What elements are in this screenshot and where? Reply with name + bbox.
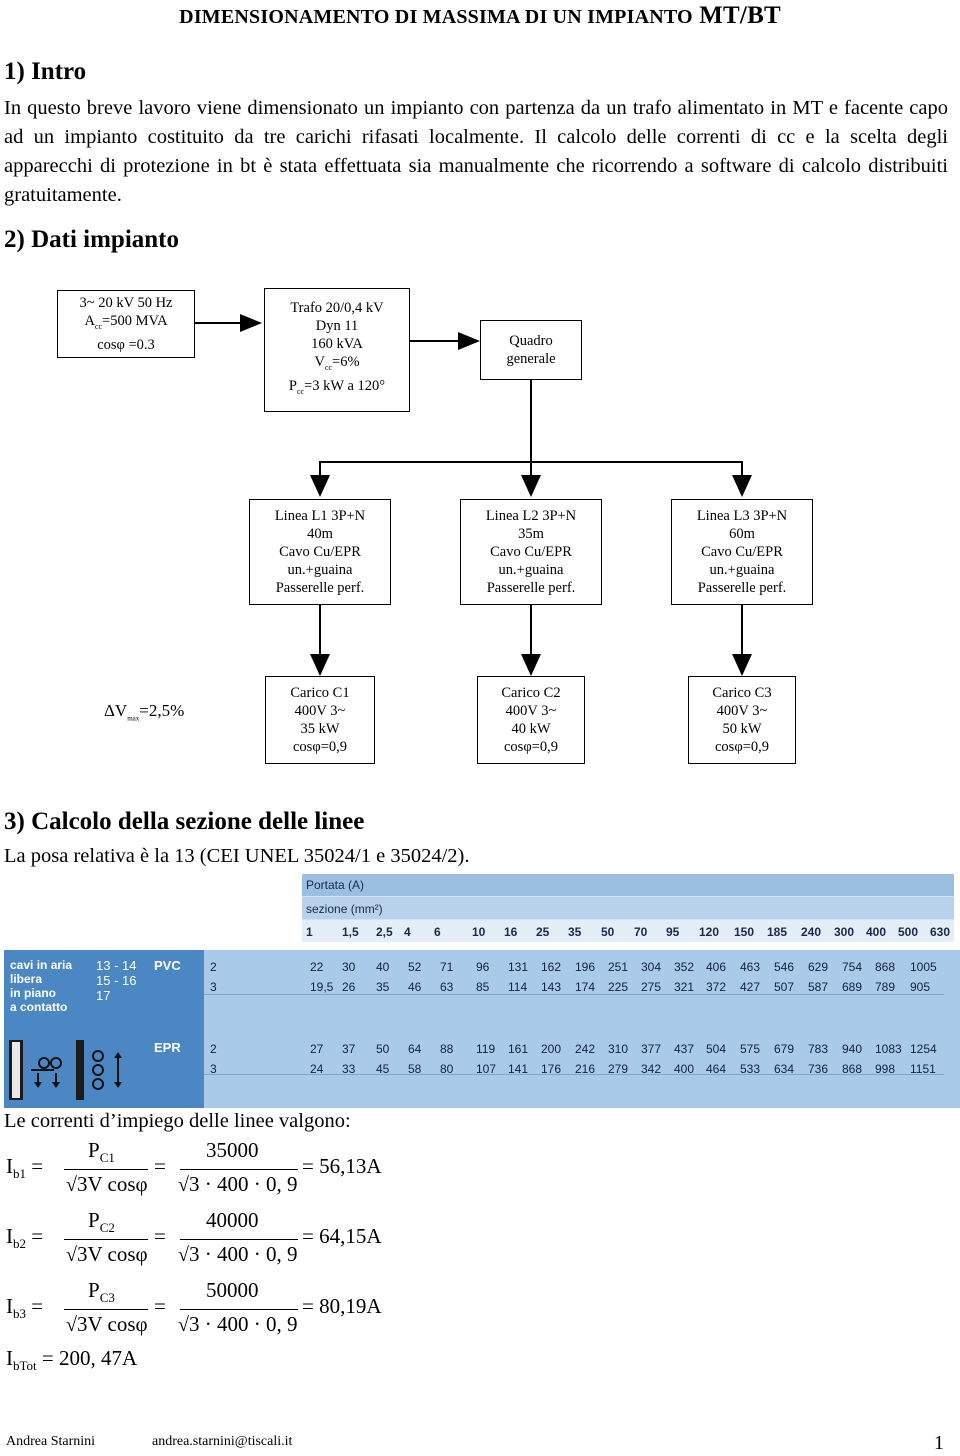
total-value: = 200, 47A bbox=[41, 1346, 138, 1370]
load-c1-power: 35 kW bbox=[300, 721, 340, 737]
load-c1-name: Carico C1 bbox=[290, 685, 350, 701]
den2-text: 3 · 400 · 0, 9 bbox=[188, 1312, 298, 1336]
p-symbol: P bbox=[88, 1138, 100, 1162]
arrow-down-icon bbox=[732, 654, 752, 676]
conductor-count: 2 bbox=[210, 960, 217, 974]
i-sub: b1 bbox=[13, 1166, 26, 1182]
table-cell: 504 bbox=[706, 1042, 727, 1056]
load-c3-voltage: 400V 3~ bbox=[716, 703, 768, 719]
total-i: I bbox=[6, 1346, 13, 1370]
connector bbox=[741, 605, 743, 655]
epr-label: EPR bbox=[154, 1040, 181, 1055]
table-cell: 131 bbox=[508, 960, 529, 974]
trafo-v: V bbox=[314, 354, 325, 371]
section-heading-intro: 1) Intro bbox=[4, 58, 87, 85]
trafo-line-2: Dyn 11 bbox=[315, 318, 359, 335]
connector bbox=[410, 340, 460, 342]
source-box bbox=[57, 290, 195, 358]
equals: = bbox=[154, 1154, 166, 1178]
table-cell: 107 bbox=[476, 1062, 497, 1076]
section-value: 10 bbox=[472, 925, 486, 939]
line-l2-text: Linea L2 3P+N bbox=[485, 508, 577, 524]
posa-desc bbox=[10, 958, 98, 1014]
section-value: 630 bbox=[930, 925, 951, 939]
footer-email: andrea.starnini@tiscali.it bbox=[152, 1434, 293, 1449]
source-a: A bbox=[84, 313, 95, 330]
load-c3-name: Carico C3 bbox=[712, 685, 772, 701]
table-cell: 46 bbox=[408, 980, 422, 994]
fraction-bar bbox=[64, 1309, 148, 1310]
table-cell: 19,5 bbox=[310, 980, 334, 994]
table-cell: 629 bbox=[808, 960, 829, 974]
table-cell: 352 bbox=[674, 960, 695, 974]
quadro-line-2: generale bbox=[506, 351, 556, 367]
load-box-c2 bbox=[477, 676, 585, 764]
denominator-2 bbox=[178, 1312, 297, 1337]
posa-desc-2: libera bbox=[10, 972, 43, 986]
p-sub: C2 bbox=[99, 1220, 115, 1236]
pvc-label: PVC bbox=[154, 958, 181, 973]
line-box-l2 bbox=[460, 499, 602, 605]
table-cell: 342 bbox=[641, 1062, 662, 1076]
section-heading-dati: 2) Dati impianto bbox=[4, 226, 179, 253]
load-c3-cos: cosφ=0,9 bbox=[715, 739, 769, 755]
table-cell: 162 bbox=[541, 960, 562, 974]
trafo-line-3: 160 kVA bbox=[311, 336, 363, 353]
arrow-down-icon bbox=[521, 475, 541, 497]
quadro-line-1: Quadro bbox=[509, 333, 553, 349]
trafo-line-5 bbox=[265, 377, 409, 401]
section-value: 95 bbox=[666, 925, 680, 939]
arrow-right-icon bbox=[240, 314, 262, 332]
line-l1-cable: Cavo Cu/EPR bbox=[279, 544, 361, 560]
table-cell: 634 bbox=[774, 1062, 795, 1076]
line-l2-sheath: un.+guaina bbox=[498, 562, 564, 578]
posa-codes bbox=[96, 958, 136, 1003]
trafo-p-sub: cc bbox=[297, 386, 305, 396]
table-cell: 427 bbox=[740, 980, 761, 994]
sqrt-icon: √ bbox=[66, 1244, 77, 1266]
sqrt-icon: √ bbox=[66, 1314, 77, 1336]
table-cell: 279 bbox=[608, 1062, 629, 1076]
table-cell: 546 bbox=[774, 960, 795, 974]
arrow-down-icon bbox=[310, 654, 330, 676]
load-c2-name: Carico C2 bbox=[501, 685, 561, 701]
line-l2-cable: Cavo Cu/EPR bbox=[490, 544, 572, 560]
posa-code-2: 15 - 16 bbox=[96, 973, 137, 988]
table-cell: 50 bbox=[376, 1042, 390, 1056]
numerator-value: 40000 bbox=[206, 1208, 259, 1232]
numerator-p bbox=[88, 1208, 115, 1236]
table-cell: 377 bbox=[641, 1042, 662, 1056]
p-symbol: P bbox=[88, 1208, 100, 1232]
arrow-down-icon bbox=[732, 475, 752, 497]
intro-paragraph: In questo breve lavoro viene dimensionato un impianto con partenza da un trafo alimentato in MT e facente capo ad un impianto costituito da tre carichi rifasati localmente. Il calcolo delle correnti di cc e la scelta degli apparecchi di protezione in bt è stata effettuata sia manualmente che ricorrendo a software di calcolo distribuiti gratuitamente. bbox=[4, 97, 948, 206]
title-text: DIMENSIONAMENTO DI MASSIMA DI UN IMPIANTO bbox=[179, 6, 693, 28]
line-l2-length: 35m bbox=[518, 526, 544, 542]
table-cell: 58 bbox=[408, 1062, 422, 1076]
sqrt-icon: √ bbox=[178, 1174, 189, 1196]
table-cell: 64 bbox=[408, 1042, 422, 1056]
equals: = bbox=[154, 1294, 166, 1318]
section-value: 6 bbox=[434, 925, 441, 939]
delta-v-max-label bbox=[104, 701, 184, 722]
posa-code-1: 13 - 14 bbox=[96, 958, 137, 973]
table-cell: 463 bbox=[740, 960, 761, 974]
fraction-bar bbox=[180, 1169, 298, 1170]
section-heading-calcolo: 3) Calcolo della sezione delle linee bbox=[4, 808, 365, 835]
load-c2-cos: cosφ=0,9 bbox=[504, 739, 558, 755]
table-cell: 905 bbox=[910, 980, 931, 994]
connector bbox=[319, 605, 321, 655]
connector bbox=[530, 380, 532, 462]
table-cell: 114 bbox=[508, 980, 528, 994]
equals: = bbox=[154, 1224, 166, 1248]
dv-symbol: ΔV bbox=[104, 701, 128, 720]
line-l1-text: Linea L1 3P+N bbox=[274, 508, 366, 524]
formula-lhs: $I_{b3}$ = bbox=[6, 1294, 44, 1322]
numerator-p bbox=[88, 1278, 115, 1306]
line-box-l1 bbox=[249, 499, 391, 605]
section-value: 50 bbox=[601, 925, 615, 939]
numerator-value: 35000 bbox=[206, 1138, 259, 1162]
table-cell: 225 bbox=[608, 980, 629, 994]
line-l3-laying: Passerelle perf. bbox=[697, 580, 787, 596]
table-cell: 26 bbox=[342, 980, 356, 994]
connector bbox=[530, 605, 532, 655]
table-cell: 143 bbox=[541, 980, 562, 994]
table-cell: 437 bbox=[674, 1042, 695, 1056]
section-value: 25 bbox=[536, 925, 550, 939]
i-sub: b3 bbox=[13, 1306, 26, 1322]
table-cell: 251 bbox=[608, 960, 629, 974]
line-l3-text: Linea L3 3P+N bbox=[696, 508, 788, 524]
i-sub: b2 bbox=[13, 1236, 26, 1252]
table-cell: 119 bbox=[476, 1042, 496, 1056]
section-value: 120 bbox=[699, 925, 720, 939]
load-c1-cos: cosφ=0,9 bbox=[293, 739, 347, 755]
table-cell: 575 bbox=[740, 1042, 761, 1056]
table-cell: 1254 bbox=[910, 1042, 937, 1056]
table-cell: 71 bbox=[440, 960, 454, 974]
table-cell: 196 bbox=[575, 960, 596, 974]
table-cell: 406 bbox=[706, 960, 727, 974]
conductor-count: 2 bbox=[210, 1042, 217, 1056]
denominator-1 bbox=[66, 1242, 148, 1267]
den1-text: 3V cosφ bbox=[76, 1312, 148, 1336]
footer-author: Andrea Starnini bbox=[6, 1434, 96, 1449]
table-cell: 868 bbox=[875, 960, 896, 974]
section-value: 4 bbox=[404, 925, 411, 939]
fraction-bar bbox=[180, 1309, 298, 1310]
i-symbol: I bbox=[6, 1154, 13, 1178]
table-cell: 96 bbox=[476, 960, 490, 974]
sqrt-icon: √ bbox=[178, 1314, 189, 1336]
p-sub: C3 bbox=[99, 1290, 115, 1306]
p-sub: C1 bbox=[99, 1150, 115, 1166]
table-cell: 507 bbox=[774, 980, 795, 994]
table-cell: 24 bbox=[310, 1062, 324, 1076]
total-current bbox=[6, 1346, 137, 1374]
table-cell: 1005 bbox=[910, 960, 937, 974]
table-cell: 679 bbox=[774, 1042, 795, 1056]
table-cell: 998 bbox=[875, 1062, 896, 1076]
section-value: 500 bbox=[898, 925, 919, 939]
trafo-line-1: Trafo 20/0,4 kV bbox=[290, 300, 384, 317]
table-cell: 789 bbox=[875, 980, 896, 994]
den1-text: 3V cosφ bbox=[76, 1172, 148, 1196]
formula-lhs: $I_{b2}$ = bbox=[6, 1224, 44, 1252]
table-cell: 242 bbox=[575, 1042, 596, 1056]
trafo-box bbox=[264, 288, 410, 412]
page-title bbox=[0, 2, 960, 30]
table-cell: 275 bbox=[641, 980, 662, 994]
table-cell: 85 bbox=[476, 980, 490, 994]
load-c1-voltage: 400V 3~ bbox=[294, 703, 346, 719]
table-cell: 35 bbox=[376, 980, 390, 994]
table-cell: 587 bbox=[808, 980, 829, 994]
arrow-down-icon bbox=[521, 654, 541, 676]
table-cell: 63 bbox=[440, 980, 454, 994]
denominator-1 bbox=[66, 1312, 148, 1337]
table-cell: 310 bbox=[608, 1042, 629, 1056]
table-cell: 372 bbox=[706, 980, 727, 994]
load-c2-power: 40 kW bbox=[511, 721, 551, 737]
line-l3-sheath: un.+guaina bbox=[709, 562, 775, 578]
conductor-count: 3 bbox=[210, 980, 217, 994]
cable-laying-icon bbox=[6, 1038, 138, 1104]
total-sub: bTot bbox=[13, 1358, 37, 1374]
section-value: 70 bbox=[634, 925, 648, 939]
line-l2-laying: Passerelle perf. bbox=[486, 580, 576, 596]
dv-value: =2,5% bbox=[139, 701, 185, 720]
source-line-1: 3~ 20 kV 50 Hz bbox=[79, 295, 173, 312]
source-line-3: cosφ =0.3 bbox=[97, 336, 155, 353]
title-suffix: MT/BT bbox=[699, 2, 781, 29]
table-cell: 88 bbox=[440, 1042, 454, 1056]
line-l3-cable: Cavo Cu/EPR bbox=[701, 544, 783, 560]
table-sections-band bbox=[302, 920, 954, 942]
table-cell: 216 bbox=[575, 1062, 596, 1076]
den2-text: 3 · 400 · 0, 9 bbox=[188, 1242, 298, 1266]
formula-lhs: $I_{b1}$ = bbox=[6, 1154, 44, 1182]
sqrt-icon: √ bbox=[66, 1174, 77, 1196]
formula-result: = 64,15A bbox=[302, 1224, 382, 1248]
line-l1-sheath: un.+guaina bbox=[287, 562, 353, 578]
trafo-p-val: =3 kW a 120° bbox=[304, 378, 386, 394]
table-cell: 40 bbox=[376, 960, 390, 974]
table-cell: 45 bbox=[376, 1062, 390, 1076]
section-value: 16 bbox=[504, 925, 518, 939]
source-a-sub: cc bbox=[94, 321, 103, 331]
fraction-bar bbox=[64, 1169, 148, 1170]
section-value: 400 bbox=[866, 925, 887, 939]
line-l1-length: 40m bbox=[307, 526, 333, 542]
table-cell: 80 bbox=[440, 1062, 454, 1076]
den2-text: 3 · 400 · 0, 9 bbox=[188, 1172, 298, 1196]
load-box-c1 bbox=[265, 676, 375, 764]
table-cell: 689 bbox=[842, 980, 863, 994]
table-cell: 783 bbox=[808, 1042, 829, 1056]
line-l1-laying: Passerelle perf. bbox=[275, 580, 365, 596]
den1-text: 3V cosφ bbox=[76, 1242, 148, 1266]
table-cell: 37 bbox=[342, 1042, 356, 1056]
fraction-bar bbox=[64, 1239, 148, 1240]
i-symbol: I bbox=[6, 1224, 13, 1248]
conductor-count: 3 bbox=[210, 1062, 217, 1076]
denominator-2 bbox=[178, 1242, 297, 1267]
load-c2-voltage: 400V 3~ bbox=[505, 703, 557, 719]
section-value: 300 bbox=[834, 925, 855, 939]
table-cell: 22 bbox=[310, 960, 324, 974]
denominator-2 bbox=[178, 1172, 297, 1197]
load-c3-power: 50 kW bbox=[722, 721, 762, 737]
table-cell: 176 bbox=[541, 1062, 562, 1076]
table-sezione-band bbox=[302, 897, 954, 919]
connector bbox=[195, 322, 243, 324]
source-a-val: =500 MVA bbox=[102, 313, 168, 330]
table-cell: 1151 bbox=[910, 1062, 936, 1076]
posa-desc-1: cavi in aria bbox=[10, 958, 73, 972]
section-value: 185 bbox=[767, 925, 788, 939]
trafo-v-val: =6% bbox=[332, 354, 360, 371]
page-number: 1 bbox=[934, 1432, 944, 1454]
load-box-c3 bbox=[688, 676, 796, 764]
i-symbol: I bbox=[6, 1294, 13, 1318]
source-line-2 bbox=[58, 312, 194, 336]
section-value: 1 bbox=[306, 925, 313, 939]
dv-sub: max bbox=[127, 714, 140, 723]
table-cell: 141 bbox=[508, 1062, 529, 1076]
numerator-value: 50000 bbox=[206, 1278, 259, 1302]
arrow-right-icon bbox=[458, 332, 480, 350]
posa-code-3: 17 bbox=[96, 988, 111, 1003]
section-value: 1,5 bbox=[342, 925, 359, 939]
section-value: 35 bbox=[568, 925, 582, 939]
table-cell: 200 bbox=[541, 1042, 562, 1056]
table-cell: 30 bbox=[342, 960, 356, 974]
posa-desc-3: in piano bbox=[10, 986, 56, 1000]
table-cell: 868 bbox=[842, 1062, 863, 1076]
posa-desc-4: a contatto bbox=[10, 1000, 68, 1014]
row-divider bbox=[204, 994, 944, 995]
arrow-down-icon bbox=[310, 475, 330, 497]
table-cell: 754 bbox=[842, 960, 863, 974]
table-cell: 940 bbox=[842, 1042, 863, 1056]
formula-result: = 80,19A bbox=[302, 1294, 382, 1318]
sqrt-icon: √ bbox=[178, 1244, 189, 1266]
trafo-line-4 bbox=[265, 353, 409, 377]
table-cell: 533 bbox=[740, 1062, 761, 1076]
table-cell: 304 bbox=[641, 960, 662, 974]
table-cell: 161 bbox=[508, 1042, 529, 1056]
table-cell: 1083 bbox=[875, 1042, 902, 1056]
formula-result: = 56,13A bbox=[302, 1154, 382, 1178]
numerator-p bbox=[88, 1138, 115, 1166]
posa-text: La posa relativa è la 13 (CEI UNEL 35024/1 e 35024/2). bbox=[4, 845, 470, 867]
table-cell: 174 bbox=[575, 980, 596, 994]
section-value: 240 bbox=[801, 925, 822, 939]
table-cell: 52 bbox=[408, 960, 422, 974]
table-cell: 400 bbox=[674, 1062, 695, 1076]
table-header-title: Portata (A) bbox=[306, 878, 365, 892]
line-box-l3 bbox=[671, 499, 813, 605]
p-symbol: P bbox=[88, 1278, 100, 1302]
table-cell: 736 bbox=[808, 1062, 829, 1076]
table-header-title-band bbox=[302, 874, 954, 896]
table-sezione-label: sezione (mm²) bbox=[306, 902, 383, 916]
quadro-box bbox=[480, 320, 582, 380]
table-cell: 27 bbox=[310, 1042, 324, 1056]
table-cell: 464 bbox=[706, 1062, 727, 1076]
currents-intro: Le correnti d’impiego delle linee valgono: bbox=[4, 1110, 351, 1132]
section-value: 2,5 bbox=[376, 925, 393, 939]
section-value: 150 bbox=[734, 925, 755, 939]
trafo-v-sub: cc bbox=[324, 363, 333, 372]
line-l3-length: 60m bbox=[729, 526, 755, 542]
table-cell: 321 bbox=[674, 980, 695, 994]
fraction-bar bbox=[180, 1239, 298, 1240]
trafo-p: P bbox=[288, 378, 297, 394]
denominator-1 bbox=[66, 1172, 148, 1197]
table-cell: 33 bbox=[342, 1062, 356, 1076]
